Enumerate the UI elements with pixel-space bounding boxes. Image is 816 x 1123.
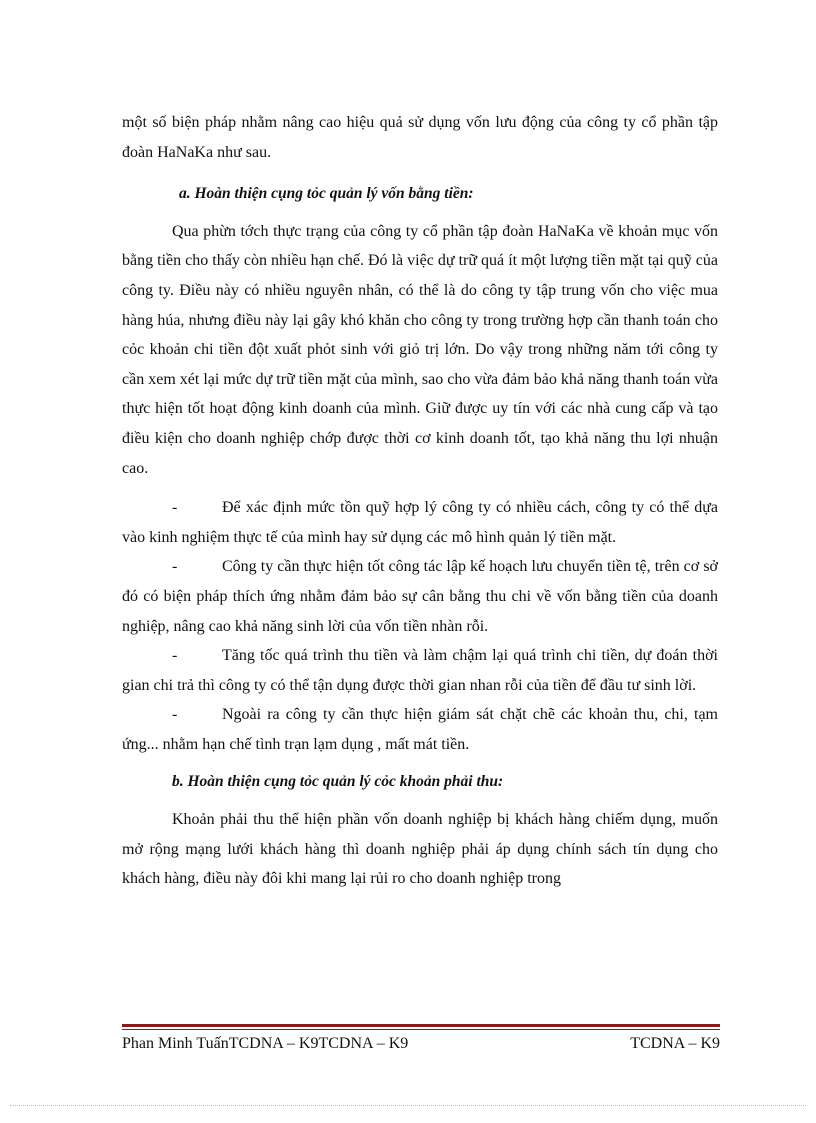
footer-rule-thin (122, 1029, 720, 1030)
bullet-item-3 (122, 641, 718, 700)
bullet-text: Để xác định mức tồn quỹ hợp lý công ty có nhiều cách, công ty có thể dựa vào kinh nghiệm thực tế của mình hay sử dụng các mô hình quản lý tiền mặt. (122, 499, 718, 546)
paragraph-a: Qua phừn tớch thực trạng của công ty cổ phần tập đoàn HaNaKa về khoản mục vốn bằng tiền cho thấy còn nhiều hạn chế. Đó là việc dự trữ quá ít một lượng tiền mặt tại quỹ của công ty. Điều này có nhiều nguyên nhân, có thể là do công ty tập trung vốn cho việc mua hàng húa, nhưng điều này lại gây khó khăn cho công ty trong trường hợp cần thanh toán cho cỏc khoản chi tiền đột xuất phỏt sinh với giỏ trị lớn. Do vậy trong những năm tới công ty cần xem xét lại mức dự trữ tiền mặt của mình, sao cho vừa đảm bảo khả năng thanh toán vừa thực hiện tốt hoạt động kinh doanh của mình. Giữ được uy tín với các nhà cung cấp và tạo điều kiện cho doanh nghiệp chớp được thời cơ kinh doanh tốt, tạo khả năng thu lợi nhuận cao. (122, 222, 718, 477)
intro-paragraph: một số biện pháp nhằm nâng cao hiệu quả sử dụng vốn lưu động của công ty cổ phần tập đoàn HaNaKa như sau. (122, 114, 718, 161)
document-body (122, 108, 718, 894)
bullet-text: Công ty cần thực hiện tốt công tác lập kế hoạch lưu chuyển tiền tệ, trên cơ sở đó có biện pháp thích ứng nhằm đảm bảo sự cân bằng thu chi về vốn bằng tiền của doanh nghiệp, nâng cao khả năng sinh lời của vốn tiền nhàn rỗi. (122, 558, 718, 635)
bullet-item-2 (122, 552, 718, 641)
footer-class: TCDNA – K9 (630, 1035, 720, 1052)
bullet-dash: - (172, 558, 178, 576)
footer-author: Phan Minh TuấnTCDNA – K9TCDNA – K9 (122, 1035, 409, 1052)
bullet-item-4 (122, 700, 718, 759)
paragraph-b: Khoản phải thu thể hiện phần vốn doanh nghiệp bị khách hàng chiếm dụng, muốn mở rộng mạng lưới khách hàng thì doanh nghiệp phải áp dụng chính sách tín dụng cho khách hàng, điều này đôi khi mang lại rủi ro cho doanh nghiệp trong (122, 811, 718, 888)
heading-a: a. Hoàn thiện cụng tỏc quản lý vốn bằng tiền: (179, 185, 474, 203)
bullet-dash: - (172, 647, 178, 665)
bullet-item-1 (122, 493, 718, 552)
heading-b: b. Hoàn thiện cụng tỏc quản lý cỏc khoản phải thu: (172, 773, 504, 791)
bullet-dash: - (172, 499, 178, 517)
bullet-text: Ngoài ra công ty cần thực hiện giám sát chặt chẽ các khoản thu, chi, tạm ứng... nhằm hạn chế tình trạn lạm dụng , mất mát tiền. (122, 706, 718, 753)
footer-rule (122, 1024, 720, 1031)
page-edge-divider (10, 1105, 806, 1106)
bullet-text: Tăng tốc quá trình thu tiền và làm chậm lại quá trình chi tiền, dự đoán thời gian chi trả thì công ty có thể tận dụng được thời gian nhan rỗi của tiền để đầu tư sinh lời. (122, 647, 718, 694)
bullet-dash: - (172, 706, 178, 724)
footer-rule-thick (122, 1024, 720, 1027)
